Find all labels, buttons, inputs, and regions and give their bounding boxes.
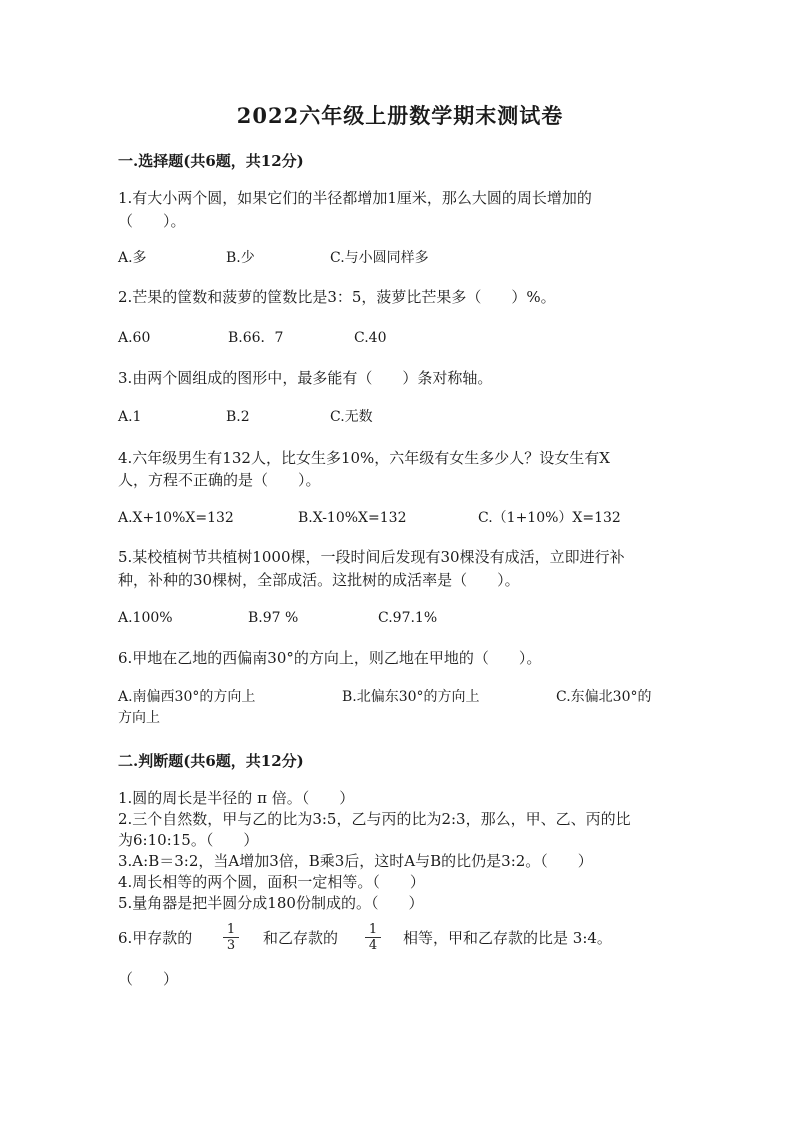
- option-a: A.多: [118, 250, 147, 266]
- option-a: A.1: [118, 409, 142, 425]
- judgment-item-2-line-2: 为6:10:15。（ ）: [118, 831, 259, 849]
- question-6: 6.甲地在乙地的西偏南30°的方向上，则乙地在甲地的（ ）。: [118, 649, 542, 667]
- option-c: C.与小圆同样多: [330, 250, 429, 266]
- fraction-denominator: 3: [226, 938, 236, 953]
- option-a: A.南偏西30°的方向上: [118, 689, 256, 705]
- section-heading-judgment: 二.判断题(共6题，共12分): [118, 752, 304, 770]
- section-heading-choice: 一.选择题(共6题，共12分): [118, 152, 304, 170]
- option-c-continued: 方向上: [118, 710, 160, 726]
- fraction-numerator: 1: [223, 922, 239, 938]
- option-a: A.X+10%X=132: [118, 510, 234, 526]
- option-c: C.97.1%: [378, 610, 438, 626]
- question-1-line-1: 1.有大小两个圆，如果它们的半径都增加1厘米，那么大圆的周长增加的: [118, 189, 592, 207]
- question-4-line-2: 人，方程不正确的是（ ）。: [118, 471, 321, 489]
- option-b: B.2: [226, 409, 250, 425]
- judgment-item-2-line-1: 2.三个自然数，甲与乙的比为3:5，乙与丙的比为2:3，那么，甲、乙、丙的比: [118, 810, 631, 828]
- fraction-numerator: 1: [365, 922, 381, 938]
- judgment-item-4: 4.周长相等的两个圆，面积一定相等。（ ）: [118, 873, 425, 891]
- option-c: C.40: [354, 330, 387, 346]
- question-3: 3.由两个圆组成的图形中，最多能有（ ）条对称轴。: [118, 369, 493, 387]
- judgment-item-5: 5.量角器是把半圆分成180份制成的。（ ）: [118, 894, 424, 912]
- option-c: C.（1+10%）X=132: [478, 510, 621, 526]
- fraction-one-fourth: [365, 922, 381, 953]
- judgment-item-6-part-1: 6.甲存款的: [118, 929, 193, 947]
- option-a: A.60: [118, 330, 151, 346]
- judgment-item-6-answer-blank: （ ）: [118, 970, 179, 988]
- question-1-line-2: （ ）。: [118, 212, 186, 230]
- fraction-denominator: 4: [368, 938, 378, 953]
- option-b: B.97 %: [248, 610, 299, 626]
- judgment-item-1: 1.圆的周长是半径的 π 倍。（ ）: [118, 789, 355, 807]
- option-c: C.无数: [330, 409, 373, 425]
- judgment-item-6-part-3: 相等，甲和乙存款的比是 3:4。: [403, 929, 612, 947]
- question-4-line-1: 4.六年级男生有132人，比女生多10%，六年级有女生多少人？设女生有X: [118, 449, 610, 467]
- question-5-line-2: 种，补种的30棵树，全部成活。这批树的成活率是（ ）。: [118, 571, 520, 589]
- option-c: C.东偏北30°的: [556, 689, 652, 705]
- option-a: A.100%: [118, 610, 173, 626]
- option-b: B.北偏东30°的方向上: [342, 689, 480, 705]
- judgment-item-3: 3.A:B＝3:2，当A增加3倍，B乘3后，这时A与B的比仍是3:2。（ ）: [118, 852, 593, 870]
- option-b: B.少: [226, 250, 255, 266]
- question-5-line-1: 5.某校植树节共植树1000棵，一段时间后发现有30棵没有成活，立即进行补: [118, 548, 625, 566]
- judgment-item-6-part-2: 和乙存款的: [263, 929, 339, 947]
- option-b: B.X-10%X=132: [298, 510, 407, 526]
- option-b: B.66．7: [228, 330, 284, 346]
- fraction-one-third: [223, 922, 239, 953]
- question-2: 2.芒果的筐数和菠萝的筐数比是3：5，菠萝比芒果多（ ）%。: [118, 288, 556, 306]
- page-title: 2022六年级上册数学期末测试卷: [236, 103, 564, 128]
